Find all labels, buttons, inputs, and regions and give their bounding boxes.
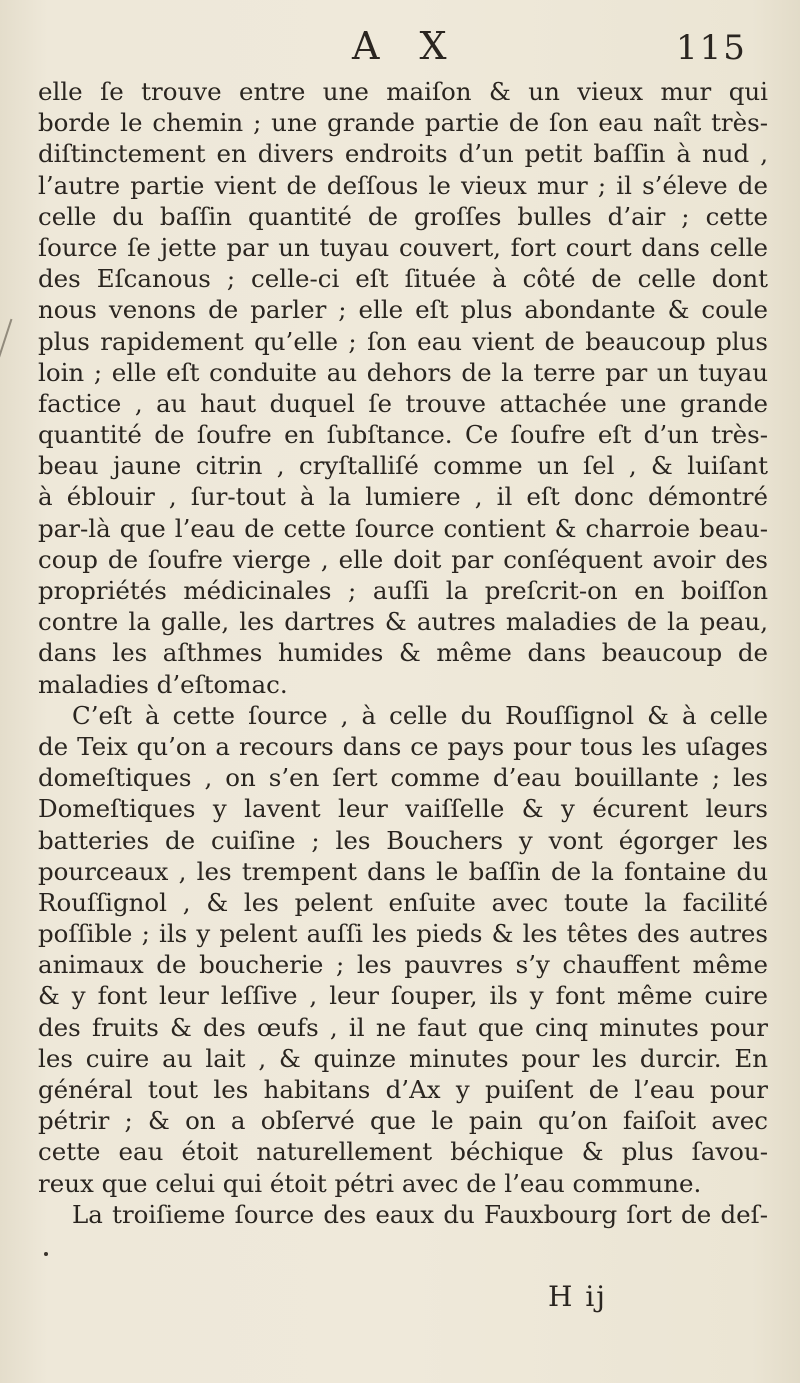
text-line: borde le chemin ; une grande partie de ſon eau naît très- xyxy=(38,108,768,138)
text-line: général tout les habitans d’Ax y puiſent de l’eau pour xyxy=(38,1075,768,1104)
text-line: des fruits & des œufs , il ne faut que cinq minutes pour xyxy=(38,1012,768,1042)
text-line: diſtinctement en divers endroits d’un petit baſſin à nud , xyxy=(38,139,768,169)
text-line: pétrir ; & on a obſervé que le pain qu’on faiſoit avec xyxy=(38,1106,768,1136)
paragraph-end-line: reux que celui qui étoit pétri avec de l’eau commune. xyxy=(38,1168,702,1198)
text-line: beau jaune citrin , cryſtalliſé comme un ſel , & luiſant xyxy=(38,451,768,481)
text-line: plus rapidement qu’elle ; ſon eau vient de beaucoup plus xyxy=(38,326,768,356)
text-line: quantité de ſoufre en ſubſtance. Ce ſoufre eſt d’un très- xyxy=(38,420,768,450)
text-line: animaux de boucherie ; les pauvres s’y chauffent même xyxy=(38,950,768,980)
text-line: nous venons de parler ; elle eſt plus abondante & coule xyxy=(38,295,768,325)
running-head: A X xyxy=(352,24,461,68)
text-line: des Eſcanous ; celle-ci eſt ſituée à côté de celle dont xyxy=(38,264,768,294)
text-line: domeſtiques , on s’en ſert comme d’eau bouillante ; les xyxy=(38,763,768,793)
text-line: pourceaux , les trempent dans le baſſin de la fontaine du xyxy=(38,856,768,886)
ink-dot xyxy=(44,1252,48,1256)
text-line: poſſible ; ils y pelent auſſi les pieds & les têtes des autres xyxy=(38,919,768,949)
paragraph-end-line: maladies d’eſtomac. xyxy=(38,669,288,699)
text-line: par-là que l’eau de cette ſource contient & charroie beau- xyxy=(38,513,768,543)
body-text xyxy=(38,76,768,1230)
text-line: batteries de cuiſine ; les Bouchers y vont égorger les xyxy=(38,825,768,855)
text-line: celle du baſſin quantité de groſſes bulles d’air ; cette xyxy=(38,201,768,231)
text-line: Rouſſignol , & les pelent enſuite avec toute la facilité xyxy=(38,887,768,917)
text-line: propriétés médicinales ; auſſi la preſcrit-on en boiſſon xyxy=(38,576,768,605)
page-number: 115 xyxy=(676,28,747,68)
page-header xyxy=(0,24,800,74)
text-line: de Teix qu’on a recours dans ce pays pour tous les uſages xyxy=(38,731,768,761)
text-line: Domeſtiques y lavent leur vaiſſelle & y écurent leurs xyxy=(38,794,768,824)
text-line: ſource ſe jette par un tuyau couvert, fort court dans celle xyxy=(38,232,768,262)
signature-mark: H ij xyxy=(548,1280,607,1313)
text-line: loin ; elle eſt conduite au dehors de la terre par un tuyau xyxy=(38,357,768,387)
text-line: factice , au haut duquel ſe trouve attachée une grande xyxy=(38,388,768,418)
paragraph-start-line: C’eſt à cette ſource , à celle du Rouſſignol & à celle xyxy=(72,700,768,730)
text-line: cette eau étoit naturellement béchique & plus ſavou- xyxy=(38,1137,768,1167)
text-line: elle ſe trouve entre une maiſon & un vieux mur qui xyxy=(38,77,768,106)
paragraph-start-line: La troiſieme ſource des eaux du Fauxbourg ſort de deſ- xyxy=(72,1199,768,1229)
text-line: coup de ſoufre vierge , elle doit par conſéquent avoir des xyxy=(38,544,768,574)
text-line: & y font leur leſſive , leur ſouper, ils y font même cuire xyxy=(38,981,768,1011)
text-line: les cuire au lait , & quinze minutes pour les durcir. En xyxy=(38,1043,768,1073)
text-line: dans les aſthmes humides & même dans beaucoup de xyxy=(38,638,768,668)
text-line: à éblouir , ſur-tout à la lumiere , il eſt donc démontré xyxy=(38,482,768,512)
margin-mark xyxy=(0,319,12,360)
text-line: l’autre partie vient de deſſous le vieux mur ; il s’éleve de xyxy=(38,170,768,200)
text-line: contre la galle, les dartres & autres maladies de la peau, xyxy=(38,607,768,637)
